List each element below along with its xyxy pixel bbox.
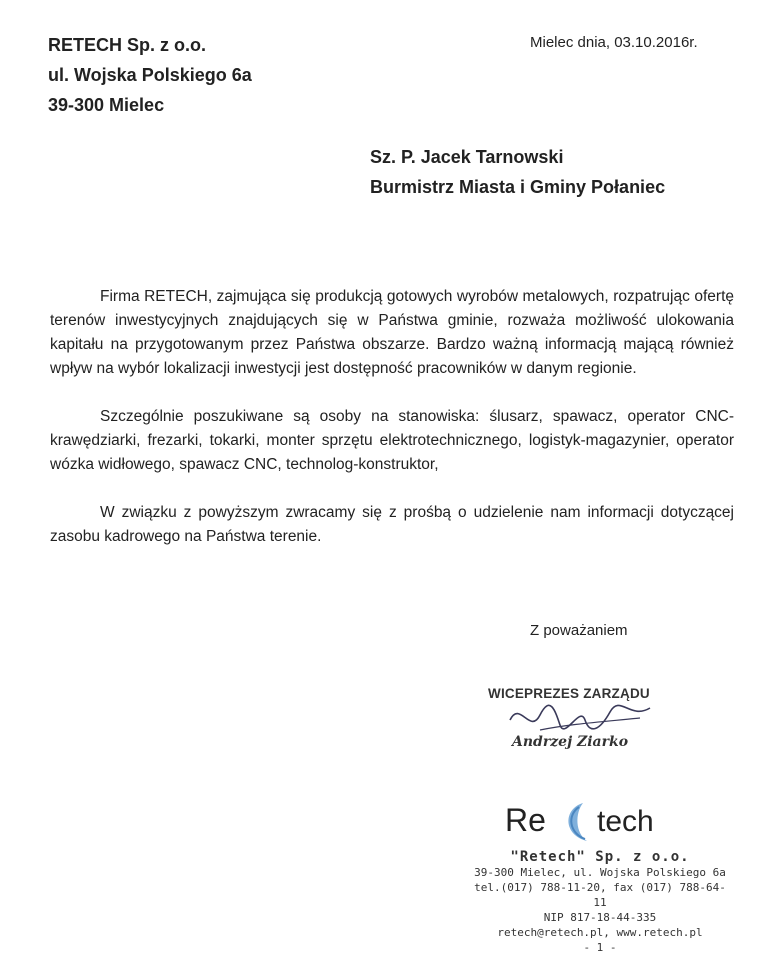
stamp-nip: NIP 817-18-44-335	[543, 911, 657, 924]
body-paragraph-3: W związku z powyższym zwracamy się z prośbą o udzielenie nam informacji dotyczącej zasobu kadrowego na Państwa terenie.	[50, 504, 734, 545]
recipient-title: Burmistrz Miasta i Gminy Połaniec	[370, 177, 666, 197]
body-paragraph-1: Firma RETECH, zajmująca się produkcją gotowych wyrobów metalowych, rozpatrując ofertę terenów inwestycyjnych znajdujących się w Państwa gminie, rozważa możliwość ulokowania kapitału na przygotowanym przez Państwa obszarze. Bardzo ważną informacją mającą również wpływ na wybór lokalizacji inwestycji jest dostępność pracowników w danym regionie.	[50, 288, 734, 377]
stamp-company-name: "Retech" Sp. z o.o.	[510, 849, 690, 865]
recipient-name: Sz. P. Jacek Tarnowski	[370, 147, 564, 167]
logo-text-left: Re	[505, 802, 546, 838]
sender-city: 39-300 Mielec	[48, 95, 165, 115]
body-paragraph-2: Szczególnie poszukiwane są osoby na stanowiska: ślusarz, spawacz, operator CNC-krawędziarki, frezarki, tokarki, monter sprzętu elektrotechnicznego, logistyk-magazynier, operator wózka widłowego, spawacz CNC, technolog-konstruktor,	[50, 408, 734, 473]
logo-text-right: tech	[597, 805, 654, 838]
retech-logo	[505, 795, 695, 845]
signature-stamp-title: WICEPREZES ZARZĄDU	[488, 686, 650, 701]
sender-address	[48, 30, 252, 120]
letter-body	[50, 285, 734, 573]
signature-stamp-name: Andrzej Ziarko	[512, 734, 629, 750]
company-stamp	[470, 850, 730, 955]
letter-date: Mielec dnia, 03.10.2016r.	[530, 34, 698, 51]
recipient-address	[370, 142, 665, 202]
sender-street: ul. Wojska Polskiego 6a	[48, 65, 252, 85]
sender-company: RETECH Sp. z o.o.	[48, 35, 207, 55]
stamp-web: retech@retech.pl, www.retech.pl	[497, 926, 703, 939]
stamp-address: 39-300 Mielec, ul. Wojska Polskiego 6a	[474, 866, 726, 879]
page-number: - 1 -	[583, 941, 617, 954]
closing-line: Z poważaniem	[530, 622, 628, 639]
stamp-phones: tel.(017) 788-11-20, fax (017) 788-64-11	[474, 881, 726, 909]
